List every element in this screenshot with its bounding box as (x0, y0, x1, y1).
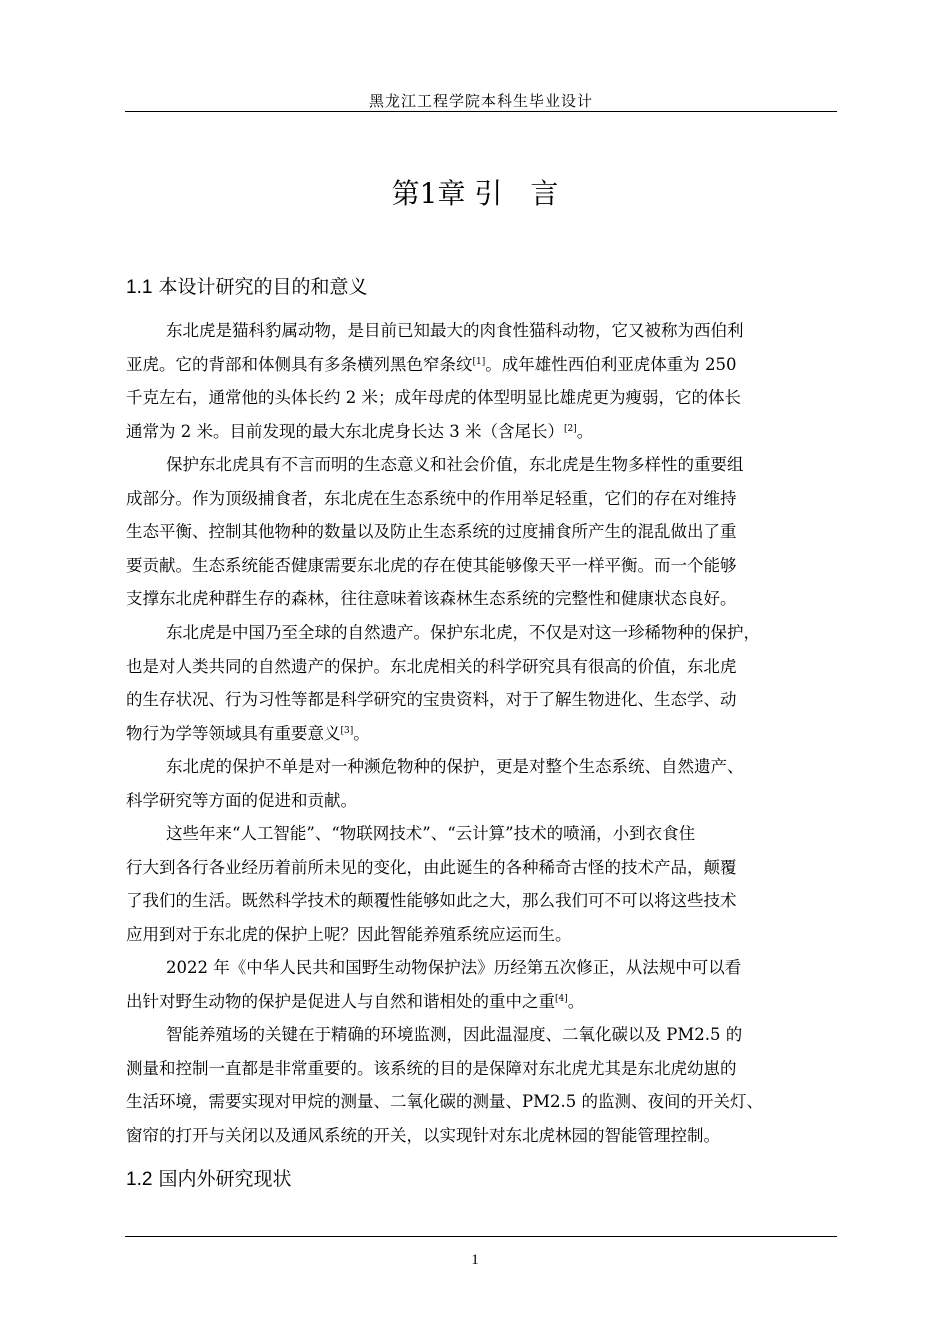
section-heading-1-2 (126, 1164, 291, 1191)
chapter-word-2: 言 (530, 177, 559, 210)
text-line: 出针对野生动物的保护是促进人与自然和谐相处的重中之重[4]。 (126, 991, 585, 1011)
citation-ref: [1] (472, 356, 486, 367)
footer-rule (125, 1236, 837, 1237)
page-header: 黑龙江工程学院本科生毕业设计 (368, 92, 593, 110)
text-line: 保护东北虎具有不言而明的生态意义和社会价值，东北虎是生物多样性的重要组 (166, 455, 744, 474)
paragraph-6 (126, 951, 838, 1018)
text-line: 千克左右，通常他的头体长约 2 米；成年母虎的体型明显比雄虎更为瘦弱，它的体长 (126, 388, 741, 407)
text-line: 窗帘的打开与关闭以及通风系统的开关，以实现针对东北虎林园的智能管理控制。 (126, 1125, 720, 1145)
section-title: 国内外研究现状 (158, 1168, 292, 1190)
text-line: 生活环境，需要实现对甲烷的测量、二氧化碳的测量、PM2.5 的监测、夜间的开关灯、 (126, 1092, 763, 1111)
chapter-word-1: 引 (474, 177, 503, 210)
section-number: 1.2 (126, 1169, 153, 1190)
text-line: 东北虎的保护不单是对一种濒危物种的保护，更是对整个生态系统、自然遗产、 (166, 757, 744, 776)
paragraph-2 (126, 448, 838, 616)
text-line: 2022 年《中华人民共和国野生动物保护法》历经第五次修正，从法规中可以看 (166, 958, 742, 977)
text-line: 应用到对于东北虎的保护上呢？因此智能养殖系统应运而生。 (126, 924, 572, 944)
chapter-suffix: 章 (437, 177, 466, 210)
citation-ref: [3] (340, 725, 354, 736)
text-line: 这些年来“人工智能”、“物联网技术”、“云计算”技术的喷涌，小到衣食住 (166, 824, 696, 843)
section-heading-1-1 (126, 272, 367, 299)
citation-ref: [2] (563, 423, 577, 434)
text-line: 要贡献。生态系统能否健康需要东北虎的存在使其能够像天平一样平衡。而一个能够 (126, 555, 737, 575)
paragraph-3 (126, 616, 838, 750)
chapter-prefix: 第 (391, 177, 420, 210)
chapter-number: 1 (419, 177, 438, 210)
section-number: 1.1 (126, 277, 153, 298)
text-line: 了我们的生活。既然科学技术的颠覆性能够如此之大，那么我们可不可以将这些技术 (126, 891, 737, 910)
text-line: 科学研究等方面的促进和贡献。 (126, 790, 357, 810)
text-line: 通常为 2 米。目前发现的最大东北虎身长达 3 米（含尾长）[2]。 (126, 421, 594, 441)
paragraph-4 (126, 750, 838, 817)
text-line: 支撑东北虎种群生存的森林，往往意味着该森林生态系统的完整性和健康状态良好。 (126, 589, 737, 608)
text-line: 东北虎是猫科豹属动物，是目前已知最大的肉食性猫科动物，它又被称为西伯利 (166, 321, 744, 340)
paragraph-5 (126, 817, 838, 951)
text-line: 东北虎是中国乃至全球的自然遗产。保护东北虎，不仅是对这一珍稀物种的保护， (166, 623, 760, 642)
text-line: 生态平衡、控制其他物种的数量以及防止生态系统的过度捕食所产生的混乱做出了重 (126, 522, 737, 541)
section-title: 本设计研究的目的和意义 (158, 276, 368, 298)
text-line: 行大到各行各业经历着前所未见的变化，由此诞生的各种稀奇古怪的技术产品，颠覆 (126, 857, 737, 877)
text-line: 测量和控制一直都是非常重要的。该系统的目的是保障对东北虎尤其是东北虎幼崽的 (126, 1058, 737, 1078)
chapter-title (0, 172, 950, 212)
text-line: 也是对人类共同的自然遗产的保护。东北虎相关的科学研究具有很高的价值，东北虎 (126, 656, 737, 676)
text-line: 亚虎。它的背部和体侧具有多条横列黑色窄条纹[1]。成年雄性西伯利亚虎体重为 250 (126, 354, 737, 374)
text-line: 物行为学等领域具有重要意义[3]。 (126, 723, 370, 743)
text-line: 成部分。作为顶级捕食者，东北虎在生态系统中的作用举足轻重，它们的存在对维持 (126, 488, 737, 508)
paragraph-1 (126, 314, 838, 448)
citation-ref: [4] (555, 993, 568, 1004)
paragraph-7 (126, 1018, 838, 1152)
text-line: 的生存状况、行为习性等都是科学研究的宝贵资料，对于了解生物进化、生态学、动 (126, 690, 737, 709)
text-line: 智能养殖场的关键在于精确的环境监测，因此温湿度、二氧化碳以及 PM2.5 的 (166, 1025, 743, 1044)
page-number: 1 (471, 1252, 479, 1268)
header-rule (125, 111, 837, 112)
